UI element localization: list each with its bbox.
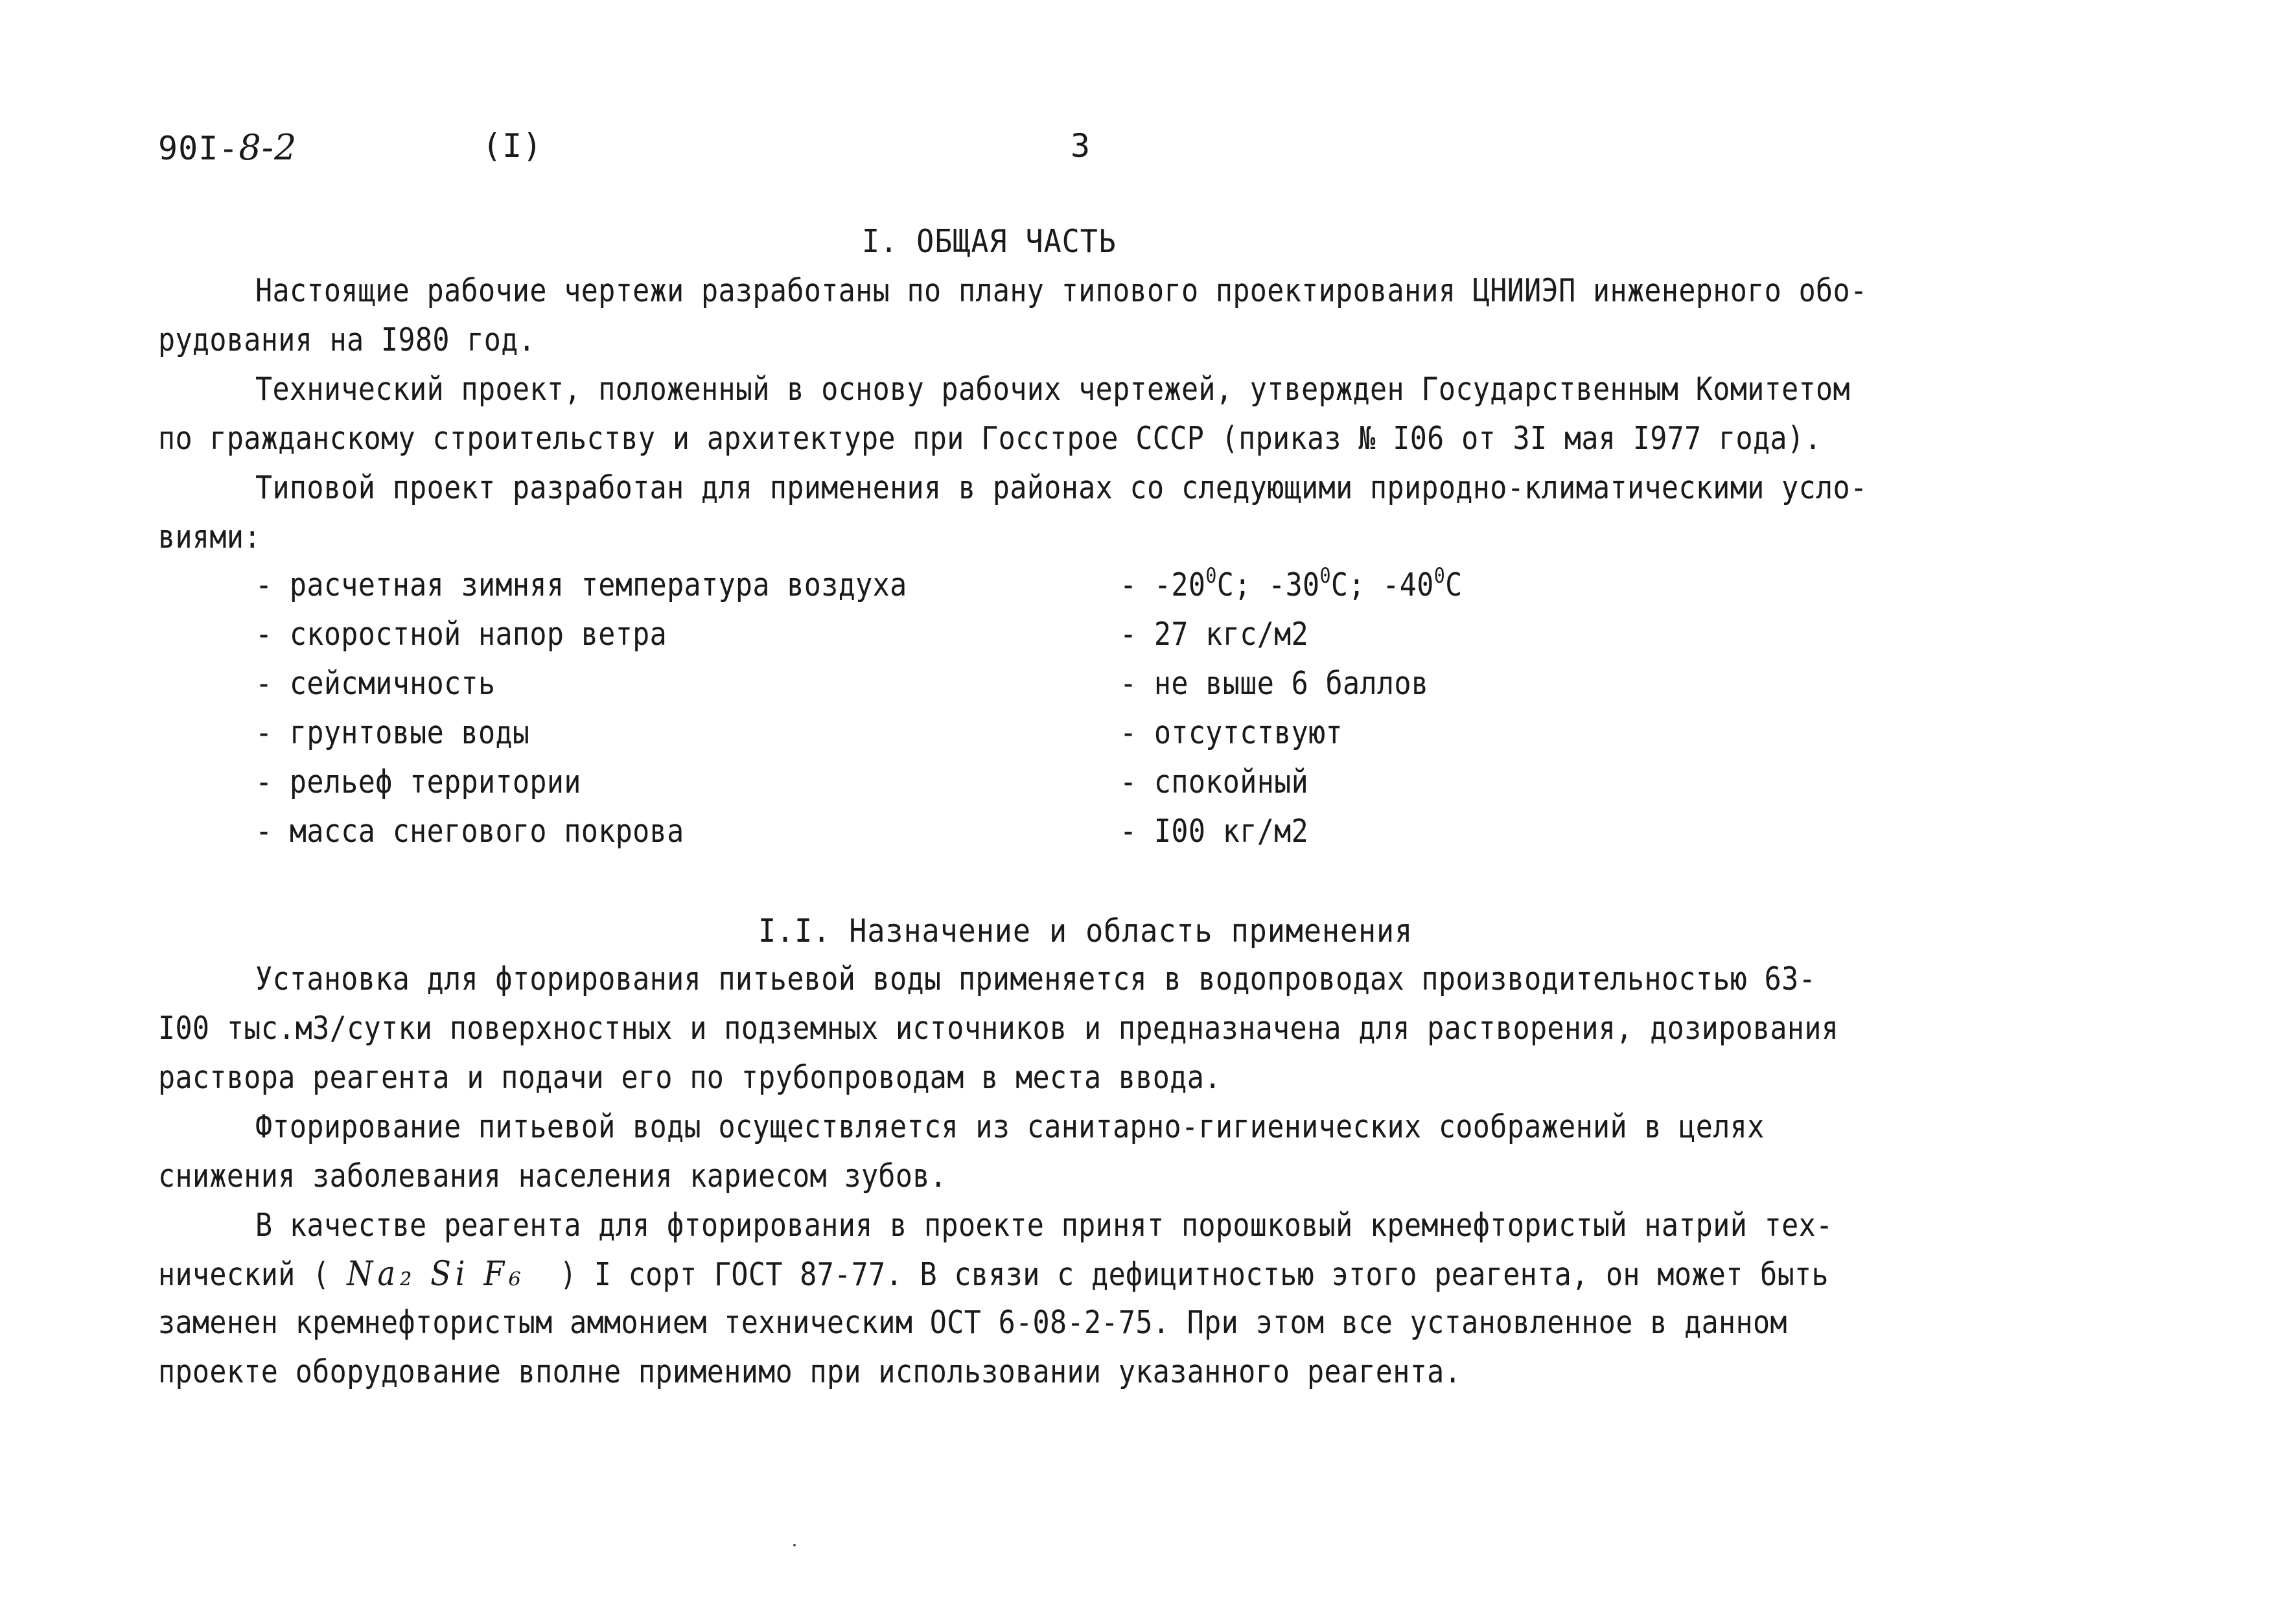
- paragraph-line: рудования на I980 год.: [158, 321, 536, 358]
- paragraph-line: Фторирование питьевой воды осуществляется из санитарно-гигиенических соображений в целях: [255, 1108, 1765, 1145]
- condition-label: - масса снегового покрова: [255, 813, 684, 850]
- condition-label: - расчетная зимняя температура воздуха: [255, 566, 907, 603]
- condition-value: - не выше 6 баллов: [1120, 665, 1429, 702]
- condition-value: - 27 кгс/м2: [1120, 616, 1309, 653]
- paragraph-line: Установка для фторирования питьевой воды применяется в водопроводах производительностью 63-: [255, 961, 1816, 997]
- condition-value: - спокойный: [1120, 763, 1309, 800]
- condition-value: - I00 кг/м2: [1120, 813, 1309, 850]
- document-code-handwritten: 8-2: [238, 127, 297, 168]
- condition-label: - рельеф территории: [255, 763, 581, 800]
- condition-label: - грунтовые воды: [255, 714, 530, 751]
- paragraph-line: Настоящие рабочие чертежи разработаны по плану типового проектирования ЦНИИЭП инженерного обо-: [255, 272, 1868, 309]
- paragraph-line: виями:: [158, 519, 261, 555]
- chemical-formula: Na₂ Si F₆: [347, 1255, 526, 1294]
- condition-value: - отсутствуют: [1120, 714, 1343, 751]
- paragraph-line: по гражданскому строительству и архитектуре при Госстрое СССР (приказ № I06 от 3I мая I977 года).: [158, 420, 1822, 457]
- condition-label: - сейсмичность: [255, 665, 496, 702]
- paragraph-line: раствора реагента и подачи его по трубопроводам в места ввода.: [158, 1059, 1222, 1096]
- condition-value: - $-20^0С$; $-30^0С$; $-40^0С$: [1120, 563, 1463, 603]
- paragraph-line: Типовой проект разработан для применения в районах со следующими природно-климатическими усло-: [255, 469, 1868, 506]
- section-title-purpose: I.I. Назначение и область применения: [758, 913, 1413, 950]
- paragraph-line: заменен кремнефтористым аммонием техническим ОСТ 6-08-2-75. При этом все установленное в данном: [158, 1304, 1787, 1341]
- document-part: (I): [482, 127, 543, 165]
- document-code: [158, 127, 297, 168]
- paragraph-line: Технический проект, положенный в основу рабочих чертежей, утвержден Государственным Комитетом: [255, 371, 1850, 408]
- scan-speck: [793, 1544, 796, 1546]
- page-number: 3: [1071, 127, 1091, 165]
- paragraph-line: снижения заболевания населения кариесом зубов.: [158, 1158, 947, 1194]
- paragraph-line: В качестве реагента для фторирования в проекте принят порошковый кремнефтористый натрий тех-: [255, 1207, 1833, 1244]
- paragraph-line: проекте оборудование вполне применимо при использовании указанного реагента.: [158, 1353, 1462, 1390]
- paragraph-line: I00 тыс.м3/сутки поверхностных и подземных источников и предназначена для растворения, дозирования: [158, 1010, 1839, 1047]
- section-title-general: I. ОБЩАЯ ЧАСТЬ: [862, 223, 1117, 260]
- document-code-prefix: 90I-: [158, 130, 239, 167]
- condition-label: - скоростной напор ветра: [255, 616, 667, 653]
- paragraph-line-formula: нический ( Na₂ Si F₆ ) I сорт ГОСТ 87-77. В связи с дефицитностью этого реагента, он может быть: [158, 1255, 1829, 1294]
